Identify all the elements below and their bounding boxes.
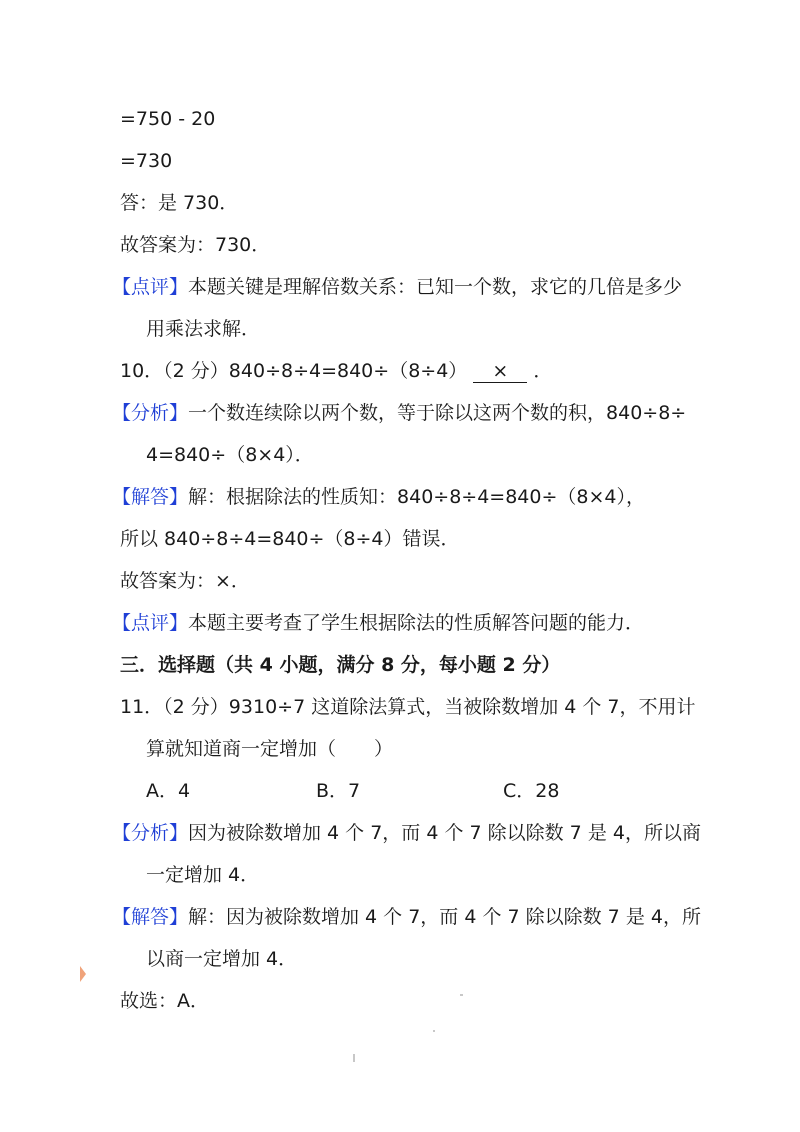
- comment-tag: 【点评】: [112, 276, 189, 298]
- choice-answer-line: 故选：A．: [120, 990, 209, 1012]
- comment-line-2: [112, 610, 645, 636]
- analysis-text: 一个数连续除以两个数，等于除以这两个数的积，840÷8÷: [188, 402, 687, 424]
- question-11: 11．（2 分）9310÷7 这道除法算式，当被除数增加 4 个 7，不用计: [120, 696, 696, 718]
- solution-line: [112, 484, 645, 510]
- question-10-end: ．: [533, 360, 553, 382]
- option-b: B．7: [316, 780, 361, 802]
- solution-text-3: 解：因为被除数增加 4 个 7，而 4 个 7 除以除数 7 是 4，所: [188, 906, 701, 928]
- final-answer-line-2: 故答案为：×．: [120, 570, 250, 592]
- analysis-line: [112, 400, 687, 426]
- calc-line-2: =730: [120, 150, 173, 172]
- analysis-line-2-cont: 一定增加 4．: [146, 864, 260, 886]
- solution-line-3: [112, 904, 701, 930]
- solution-line-3-cont: 以商一定增加 4．: [146, 948, 298, 970]
- question-10-text: 10．（2 分）840÷8÷4=840÷（8÷4）: [120, 360, 468, 382]
- comment-text-2: 本题主要考查了学生根据除法的性质解答问题的能力．: [188, 612, 645, 634]
- option-c: C．28: [503, 780, 560, 802]
- comment-line: [112, 274, 683, 300]
- solution-tag-3: 【解答】: [112, 906, 189, 928]
- solution-text: 解：根据除法的性质知：840÷8÷4=840÷（8×4），: [188, 486, 645, 508]
- answer-blank: ×: [473, 360, 527, 383]
- solution-tag: 【解答】: [112, 486, 189, 508]
- comment-tag-2: 【点评】: [112, 612, 189, 634]
- margin-marker: [80, 966, 86, 982]
- analysis-tag-2: 【分析】: [112, 822, 189, 844]
- section-heading: 三．选择题（共 4 小题，满分 8 分，每小题 2 分）: [120, 654, 561, 676]
- comment-text: 本题关键是理解倍数关系：已知一个数，求它的几倍是多少: [188, 276, 683, 298]
- solution-line-2: 所以 840÷8÷4=840÷（8÷4）错误．: [120, 528, 460, 550]
- scan-speck: [433, 1030, 435, 1032]
- analysis-line-cont: 4=840÷（8×4）．: [146, 444, 314, 466]
- option-a: A．4: [146, 780, 191, 802]
- calc-line-1: =750 - 20: [120, 108, 216, 130]
- scan-speck: [460, 994, 463, 996]
- analysis-line-2: [112, 820, 701, 846]
- final-answer-line: 故答案为：730．: [120, 234, 271, 256]
- analysis-text-2: 因为被除数增加 4 个 7，而 4 个 7 除以除数 7 是 4，所以商: [188, 822, 701, 844]
- scan-speck: [353, 1054, 355, 1062]
- answer-line: 答：是 730．: [120, 192, 239, 214]
- analysis-tag: 【分析】: [112, 402, 189, 424]
- question-10: [120, 358, 552, 384]
- question-11-cont: 算就知道商一定增加（ ）: [146, 738, 394, 760]
- comment-line-cont: 用乘法求解．: [146, 318, 261, 340]
